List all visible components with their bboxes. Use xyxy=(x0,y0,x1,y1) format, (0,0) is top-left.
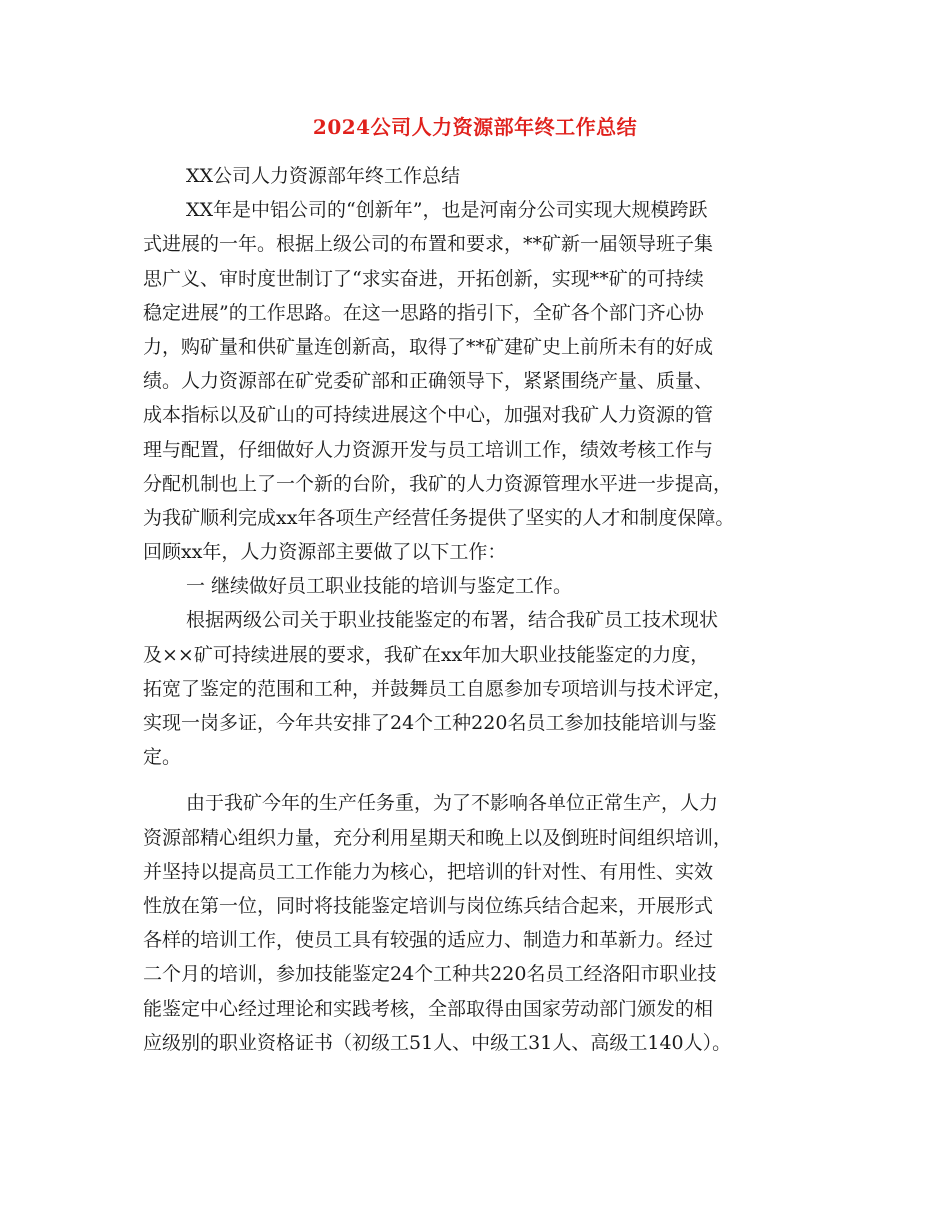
paragraph-line: 思广义、审时度世制订了“求实奋进，开拓创新，实现**矿的可持续 xyxy=(143,267,704,290)
paragraph-line: 回顾xx年，人力资源部主要做了以下工作： xyxy=(143,541,507,564)
paragraph-line: 性放在第一位，同时将技能鉴定培训与岗位练兵结合起来，开展形式 xyxy=(143,894,714,917)
paragraph-3 xyxy=(143,786,833,1060)
section-1-heading: 一 继续做好员工职业技能的培训与鉴定工作。 xyxy=(186,575,573,598)
paragraph-line: 为我矿顺利完成xx年各项生产经营任务提供了坚实的人才和制度保障。 xyxy=(143,506,735,529)
paragraph-line: 并坚持以提高员工工作能力为核心，把培训的针对性、有用性、实效 xyxy=(143,860,714,883)
document-title: 2024公司人力资源部年终工作总结 xyxy=(312,115,638,139)
paragraph-line: XX年是中铝公司的“创新年”，也是河南分公司实现大规模跨跃 xyxy=(186,199,708,222)
paragraph-line: 资源部精心组织力量，充分利用星期天和晚上以及倒班时间组织培训， xyxy=(143,826,733,849)
paragraph-line: 能鉴定中心经过理论和实践考核，全部取得由国家劳动部门颁发的相 xyxy=(143,997,714,1020)
paragraph-line: 力，购矿量和供矿量连创新高，取得了**矿建矿史上前所未有的好成 xyxy=(143,335,714,358)
document-body xyxy=(143,159,833,1060)
paragraph-line: 理与配置，仔细做好人力资源开发与员工培训工作，绩效考核工作与 xyxy=(143,438,714,461)
paragraph-line: 式进展的一年。根据上级公司的布置和要求，**矿新一届领导班子集 xyxy=(143,233,714,256)
paragraph-line: 由于我矿今年的生产任务重，为了不影响各单位正常生产，人力 xyxy=(186,792,719,815)
paragraph-line: 及××矿可持续进展的要求，我矿在xx年加大职业技能鉴定的力度， xyxy=(143,643,710,666)
paragraph-line: 分配机制也上了一个新的台阶，我矿的人力资源管理水平进一步提高， xyxy=(143,472,733,495)
paragraph-2 xyxy=(143,603,833,774)
paragraph-line: 绩。人力资源部在矿党委矿部和正确领导下，紧紧围绕产量、质量、 xyxy=(143,370,714,393)
paragraph-line: 定。 xyxy=(143,746,182,769)
document-subtitle: XX公司人力资源部年终工作总结 xyxy=(186,165,461,187)
paragraph-line: 应级别的职业资格证书（初级工51人、中级工31人、高级工140人）。 xyxy=(143,1031,732,1054)
paragraph-line: 实现一岗多证，今年共安排了24个工种220名员工参加技能培训与鉴 xyxy=(143,712,717,734)
paragraph-line: 各样的培训工作，使员工具有较强的适应力、制造力和革新力。经过 xyxy=(143,929,714,952)
paragraph-line: 二个月的培训，参加技能鉴定24个工种共220名员工经洛阳市职业技 xyxy=(143,963,717,986)
paragraph-line: 拓宽了鉴定的范围和工种，并鼓舞员工自愿参加专项培训与技术评定， xyxy=(143,677,733,700)
paragraph-line: 根据两级公司关于职业技能鉴定的布署，结合我矿员工技术现状 xyxy=(186,609,719,632)
paragraph-gap xyxy=(143,774,833,786)
paragraph-line: 稳定进展”的工作思路。在这一思路的指引下，全矿各个部门齐心协 xyxy=(143,301,704,324)
paragraph-1 xyxy=(143,193,833,569)
paragraph-line: 成本指标以及矿山的可持续进展这个中心，加强对我矿人力资源的管 xyxy=(143,404,714,427)
